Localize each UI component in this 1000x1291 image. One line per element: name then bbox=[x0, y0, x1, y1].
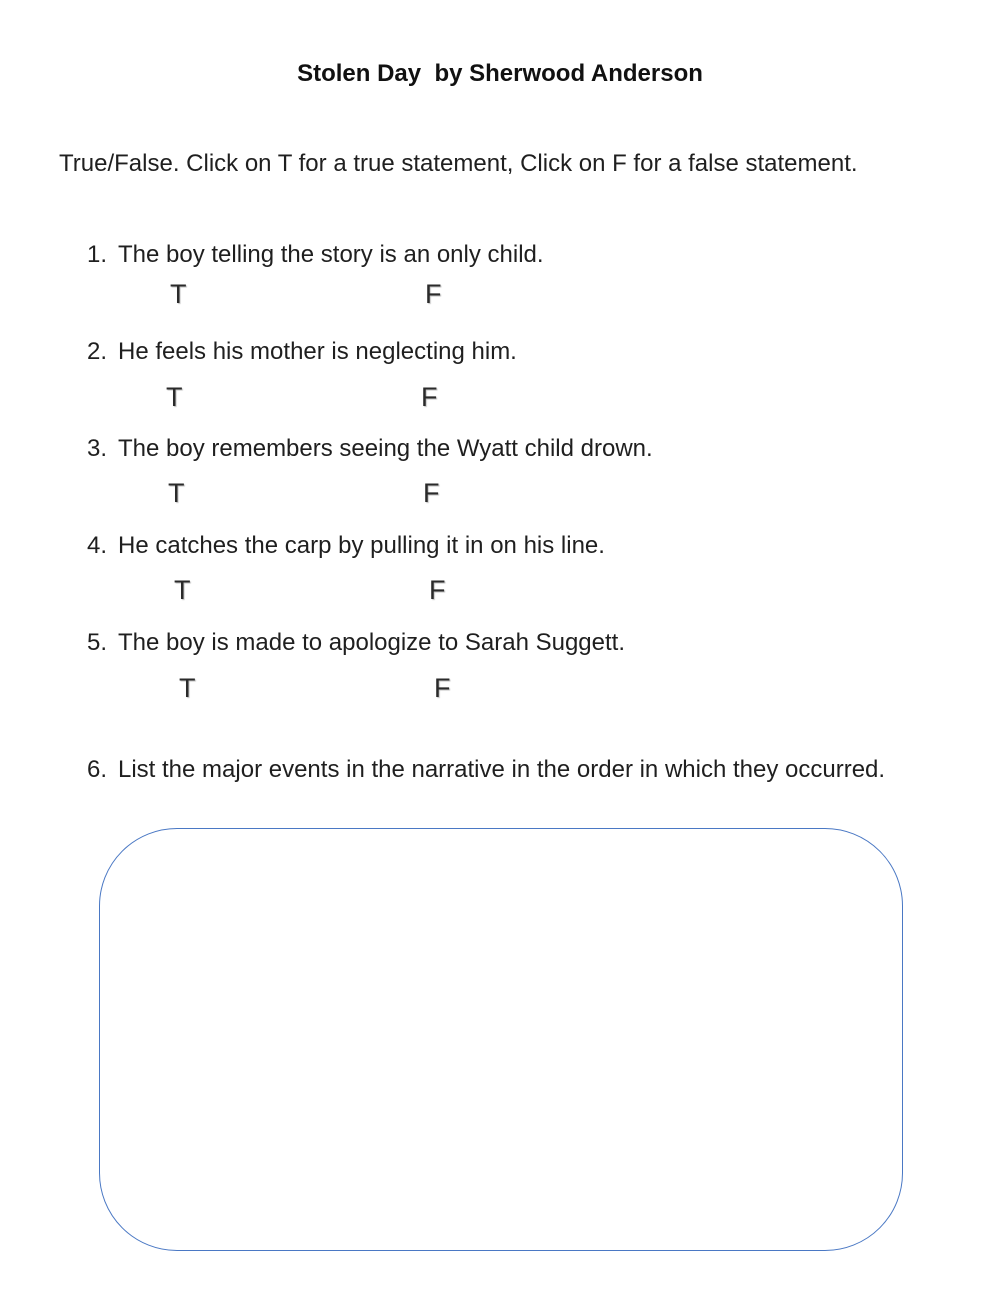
q4-false-option[interactable]: F bbox=[429, 575, 446, 605]
q4-true-option[interactable]: T bbox=[174, 575, 191, 605]
instructions: True/False. Click on T for a true statement, Click on F for a false statement. bbox=[59, 150, 858, 177]
question-5 bbox=[87, 629, 625, 657]
q3-true-option[interactable]: T bbox=[168, 478, 185, 508]
q2-false-option[interactable]: F bbox=[421, 382, 438, 412]
question-number: 1. bbox=[87, 241, 108, 268]
question-text: He catches the carp by pulling it in on his line. bbox=[118, 532, 605, 559]
question-number: 5. bbox=[87, 629, 108, 656]
question-4 bbox=[87, 532, 605, 560]
question-text: List the major events in the narrative in the order in which they occurred. bbox=[118, 756, 886, 783]
question-6 bbox=[87, 754, 887, 785]
q2-true-option[interactable]: T bbox=[166, 382, 183, 412]
question-text: He feels his mother is neglecting him. bbox=[118, 338, 517, 365]
q5-false-option[interactable]: F bbox=[434, 673, 451, 703]
question-number: 6. bbox=[87, 756, 108, 783]
question-number: 2. bbox=[87, 338, 108, 365]
q1-true-option[interactable]: T bbox=[170, 279, 187, 309]
question-text: The boy telling the story is an only child. bbox=[118, 241, 544, 268]
question-3 bbox=[87, 435, 653, 463]
answer-textarea[interactable] bbox=[99, 828, 903, 1251]
q5-true-option[interactable]: T bbox=[179, 673, 196, 703]
question-text: The boy is made to apologize to Sarah Suggett. bbox=[118, 629, 625, 656]
q1-false-option[interactable]: F bbox=[425, 279, 442, 309]
q3-false-option[interactable]: F bbox=[423, 478, 440, 508]
page-title: Stolen Day by Sherwood Anderson bbox=[297, 60, 703, 87]
question-number: 4. bbox=[87, 532, 108, 559]
question-1 bbox=[87, 241, 544, 269]
question-2 bbox=[87, 338, 517, 366]
question-text: The boy remembers seeing the Wyatt child drown. bbox=[118, 435, 653, 462]
question-number: 3. bbox=[87, 435, 108, 462]
